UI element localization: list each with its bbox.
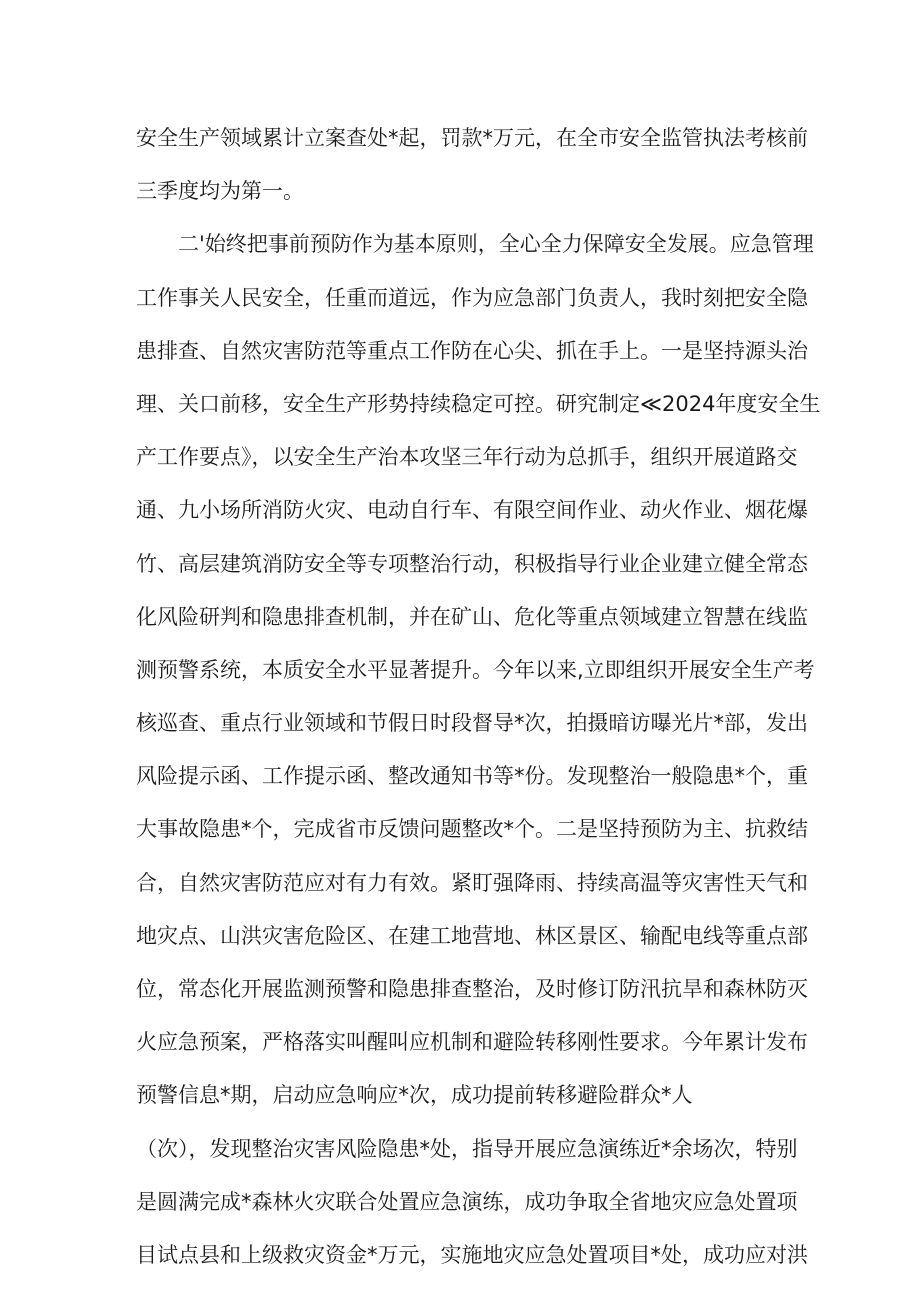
text-line: 化风险研判和隐患排查机制，并在矿山、危化等重点领域建立智慧在线监	[136, 604, 808, 629]
text-line: 理、关口前移，安全生产形势持续稳定可控。研究制定≪2024年度安全生	[136, 391, 821, 416]
text-line: （次），发现整治灾害风险隐患*处，指导开展应急演练近*余场次，特别	[136, 1136, 798, 1161]
text-line: 产工作要点》，以安全生产治本攻坚三年行动为总抓手，组织开展道路交	[136, 445, 798, 470]
text-line: 通、九小场所消防火灾、电动自行车、有限空间作业、动火作业、烟花爆	[136, 498, 808, 523]
text-line: 二'始终把事前预防作为基本原则，全心全力保障安全发展。应急管理	[178, 232, 814, 257]
paragraph-1	[136, 112, 808, 218]
text-line: 三季度均为第一。	[136, 179, 304, 204]
text-line: 地灾点、山洪灾害危险区、在建工地营地、林区景区、输配电线等重点部	[136, 923, 808, 948]
text-line: 位，常态化开展监测预警和隐患排查整治，及时修订防汛抗旱和森林防灭	[136, 977, 808, 1001]
text-line: 测预警系统，本质安全水平显著提升。今年以来,立即组织开展安全生产考	[136, 657, 815, 682]
text-line: 预警信息*期，启动应急响应*次，成功提前转移避险群众*人	[136, 1083, 693, 1108]
text-line: 目试点县和上级救灾资金*万元，实施地灾应急处置项目*处，成功应对洪	[136, 1242, 808, 1267]
text-line: 火应急预案，严格落实叫醒叫应机制和避险转移刚性要求。今年累计发布	[136, 1030, 808, 1055]
text-line: 安全生产领域累计立案查处*起，罚款*万元，在全市安全监管执法考核前	[136, 126, 808, 150]
text-line: 大事故隐患*个，完成省市反馈问题整改*个。二是坚持预防为主、抗救结	[136, 817, 808, 842]
text-line: 合，自然灾害防范应对有力有效。紧盯强降雨、持续高温等灾害性天气和	[136, 870, 808, 895]
text-line: 核巡查、重点行业领域和节假日时段督导*次，拍摄暗访曝光片*部，发出	[136, 711, 808, 736]
paragraph-2	[136, 218, 821, 1282]
text-line: 工作事关人民安全，任重而道远，作为应急部门负责人，我时刻把安全隐	[136, 285, 808, 310]
text-line: 患排查、自然灾害防范等重点工作防在心尖、抓在手上。一是坚持源头治	[136, 338, 808, 363]
text-line: 竹、高层建筑消防安全等专项整治行动，积极指导行业企业建立健全常态	[136, 551, 808, 576]
text-line: 是圆满完成*森林火灾联合处置应急演练，成功争取全省地灾应急处置项	[136, 1189, 798, 1214]
document-body	[136, 112, 821, 1282]
text-line: 风险提示函、工作提示函、整改通知书等*份。发现整治一般隐患*个，重	[136, 764, 808, 789]
